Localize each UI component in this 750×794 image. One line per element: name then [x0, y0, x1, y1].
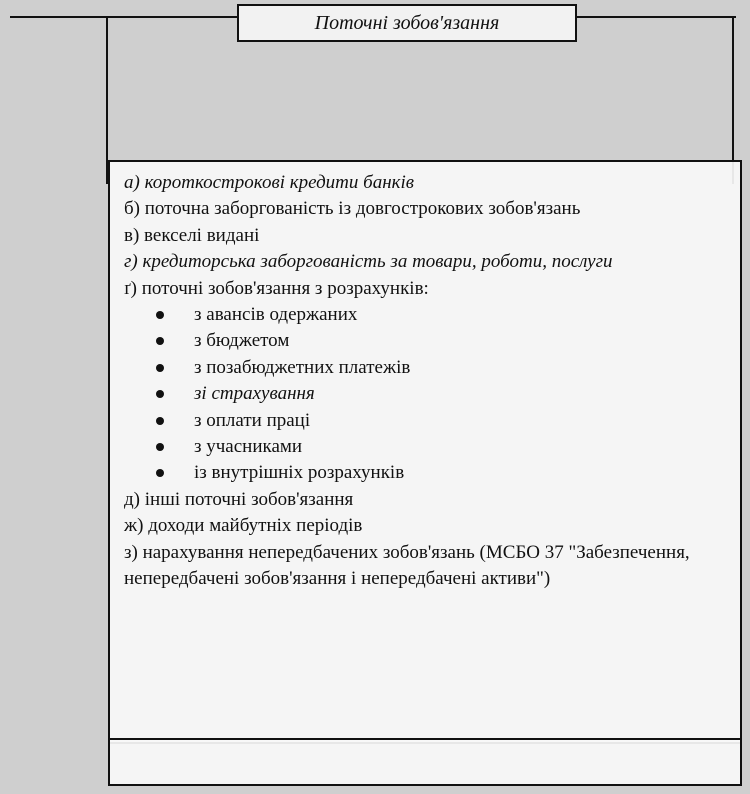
list-item-zh: ж) доходи майбутніх періодів — [124, 515, 363, 537]
bullet-icon — [156, 469, 164, 477]
connector-right — [732, 16, 734, 184]
list-item-v: в) векселі видані — [124, 224, 260, 246]
sublist-item — [194, 381, 730, 407]
frame-line-right — [577, 16, 736, 18]
sublist-item-label: із внутрішніх розрахунків — [194, 462, 405, 484]
sublist-item — [194, 460, 730, 486]
sublist-item-label: з авансів одержаних — [194, 304, 358, 326]
sublist-item-label: з позабюджетних платежів — [194, 356, 411, 378]
sublist-item-label: з оплати праці — [194, 409, 311, 431]
sublist-item — [194, 434, 730, 460]
sublist-item — [194, 408, 730, 434]
list-item-g: ґ) поточні зобов'язання з розрахунків: — [124, 277, 429, 299]
bullet-icon — [156, 364, 164, 372]
diagram-title: Поточні зобов'язання — [237, 4, 577, 42]
bullet-icon — [156, 443, 164, 451]
list-item-a: а) короткострокові кредити банків — [124, 172, 415, 193]
sublist-item — [194, 355, 730, 381]
sublist-item-label: з учасниками — [194, 436, 303, 458]
list-item-b: б) поточна заборгованість із довгострокових зобов'язань — [124, 198, 581, 220]
empty-footer-box — [108, 738, 742, 786]
sublist-item — [194, 302, 730, 328]
connector-left — [106, 16, 108, 184]
bullet-icon — [156, 337, 164, 345]
frame-line-left — [10, 16, 237, 18]
bullet-icon — [156, 417, 164, 425]
liabilities-list — [108, 160, 742, 744]
sublist-item-label: з бюджетом — [194, 330, 290, 352]
bullet-icon — [156, 311, 164, 319]
settlements-sublist — [124, 302, 730, 487]
bullet-icon — [156, 390, 164, 398]
sublist-item-label: зі страхування — [194, 383, 315, 405]
list-item-d: д) інші поточні зобов'язання — [124, 488, 354, 510]
list-item-z: з) нарахування непередбачених зобов'язань (МСБО 37 "Забезпечення, непередбачені зобов'язання і непередбачені активи") — [124, 541, 690, 590]
sublist-item — [194, 328, 730, 354]
list-item-h: г) кредиторська заборгованість за товари, роботи, послуги — [124, 251, 613, 273]
